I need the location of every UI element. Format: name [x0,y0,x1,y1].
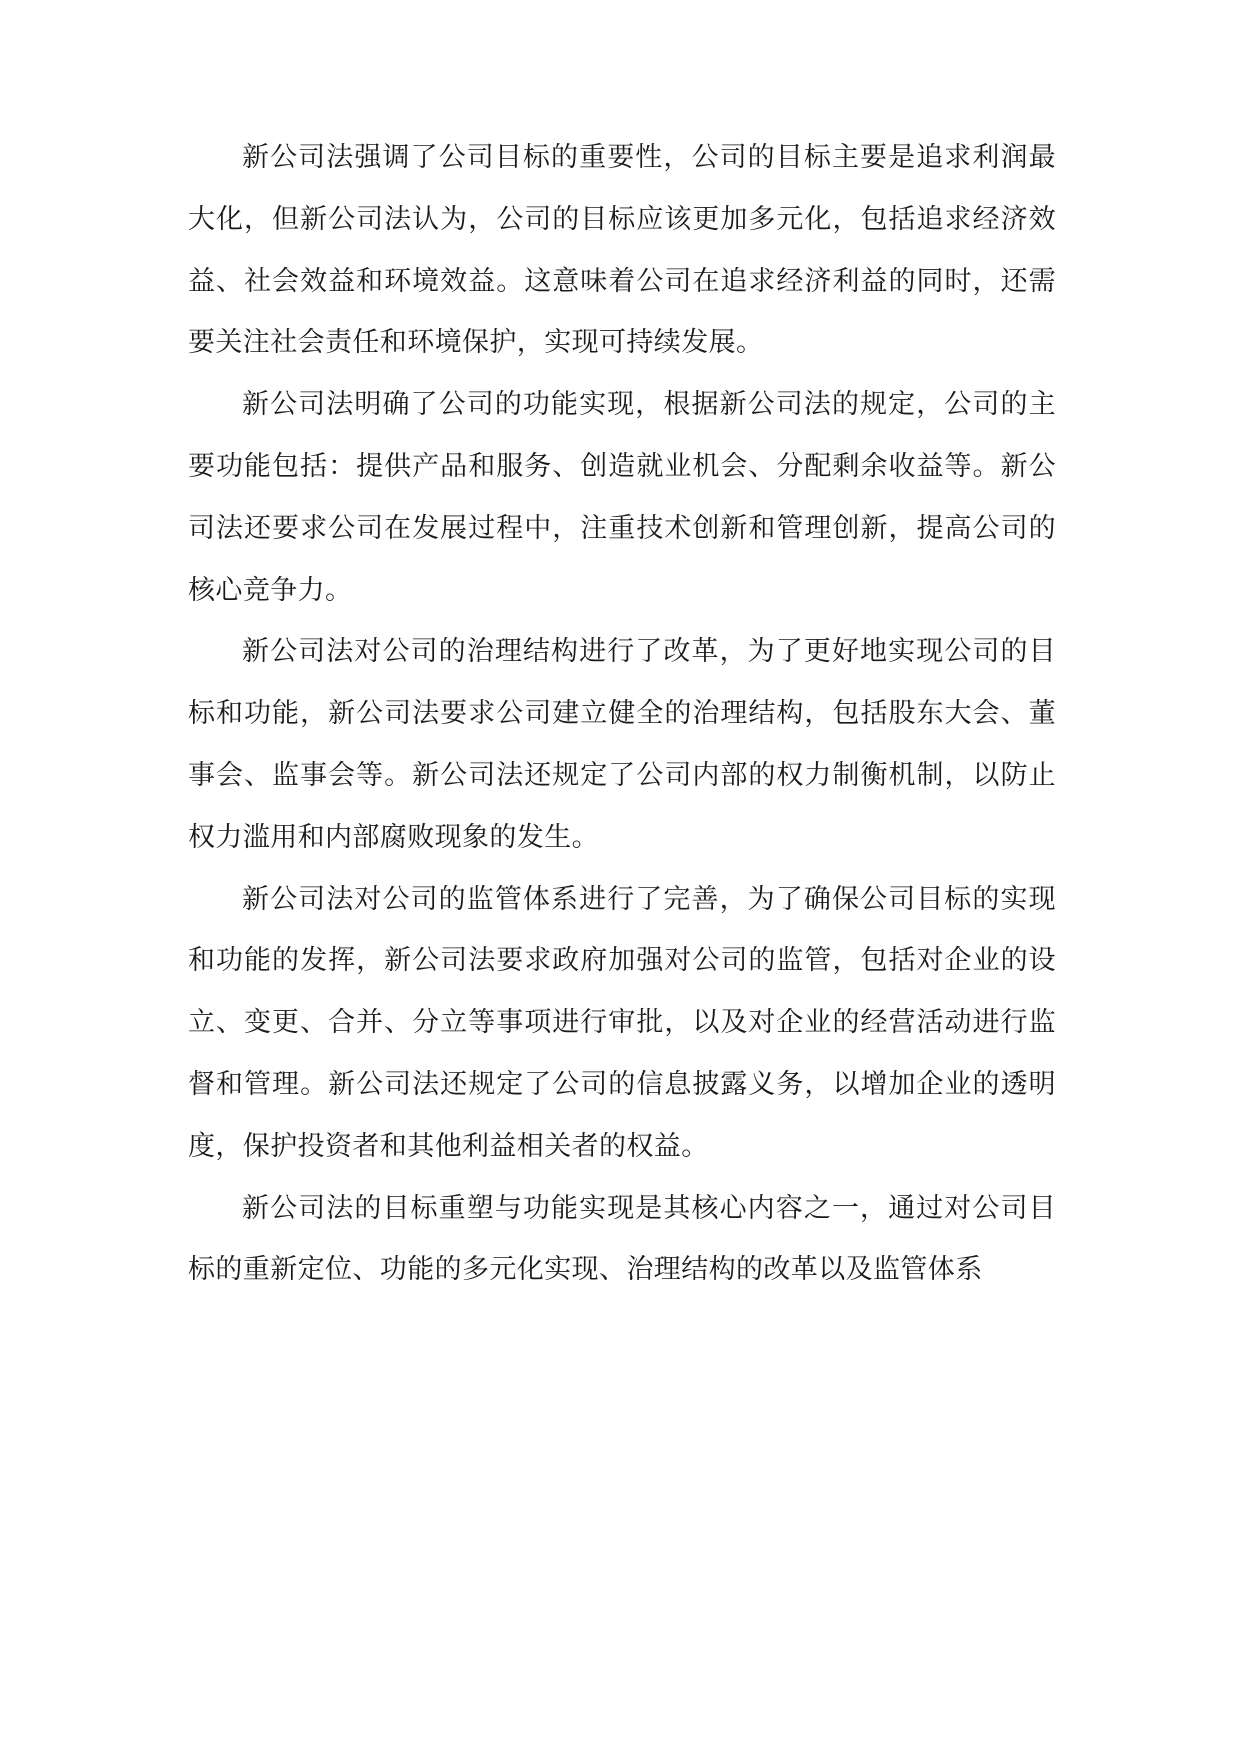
paragraph-company-functions: 新公司法明确了公司的功能实现，根据新公司法的规定，公司的主要功能包括：提供产品和服务、创造就业机会、分配剩余收益等。新公司法还要求公司在发展过程中，注重技术创新和管理创新，提高公司的核心竞争力。 [188,389,1056,606]
paragraph-supervision-system: 新公司法对公司的监管体系进行了完善，为了确保公司目标的实现和功能的发挥，新公司法要求政府加强对公司的监管，包括对企业的设立、变更、合并、分立等事项进行审批，以及对企业的经营活动进行监督和管理。新公司法还规定了公司的信息披露义务，以增加企业的透明度，保护投资者和其他利益相关者的权益。 [188,883,1056,1162]
paragraph-governance-structure: 新公司法对公司的治理结构进行了改革，为了更好地实现公司的目标和功能，新公司法要求公司建立健全的治理结构，包括股东大会、董事会、监事会等。新公司法还规定了公司内部的权力制衡机制，以防止权力滥用和内部腐败现象的发生。 [188,636,1056,853]
paragraph-company-goals: 新公司法强调了公司目标的重要性，公司的目标主要是追求利润最大化，但新公司法认为，公司的目标应该更加多元化，包括追求经济效益、社会效益和环境效益。这意味着公司在追求经济利益的同时，还需要关注社会责任和环境保护，实现可持续发展。 [188,142,1056,359]
paragraph-summary: 新公司法的目标重塑与功能实现是其核心内容之一，通过对公司目标的重新定位、功能的多元化实现、治理结构的改革以及监管体系 [188,1192,1056,1286]
document-page [188,127,1056,1727]
